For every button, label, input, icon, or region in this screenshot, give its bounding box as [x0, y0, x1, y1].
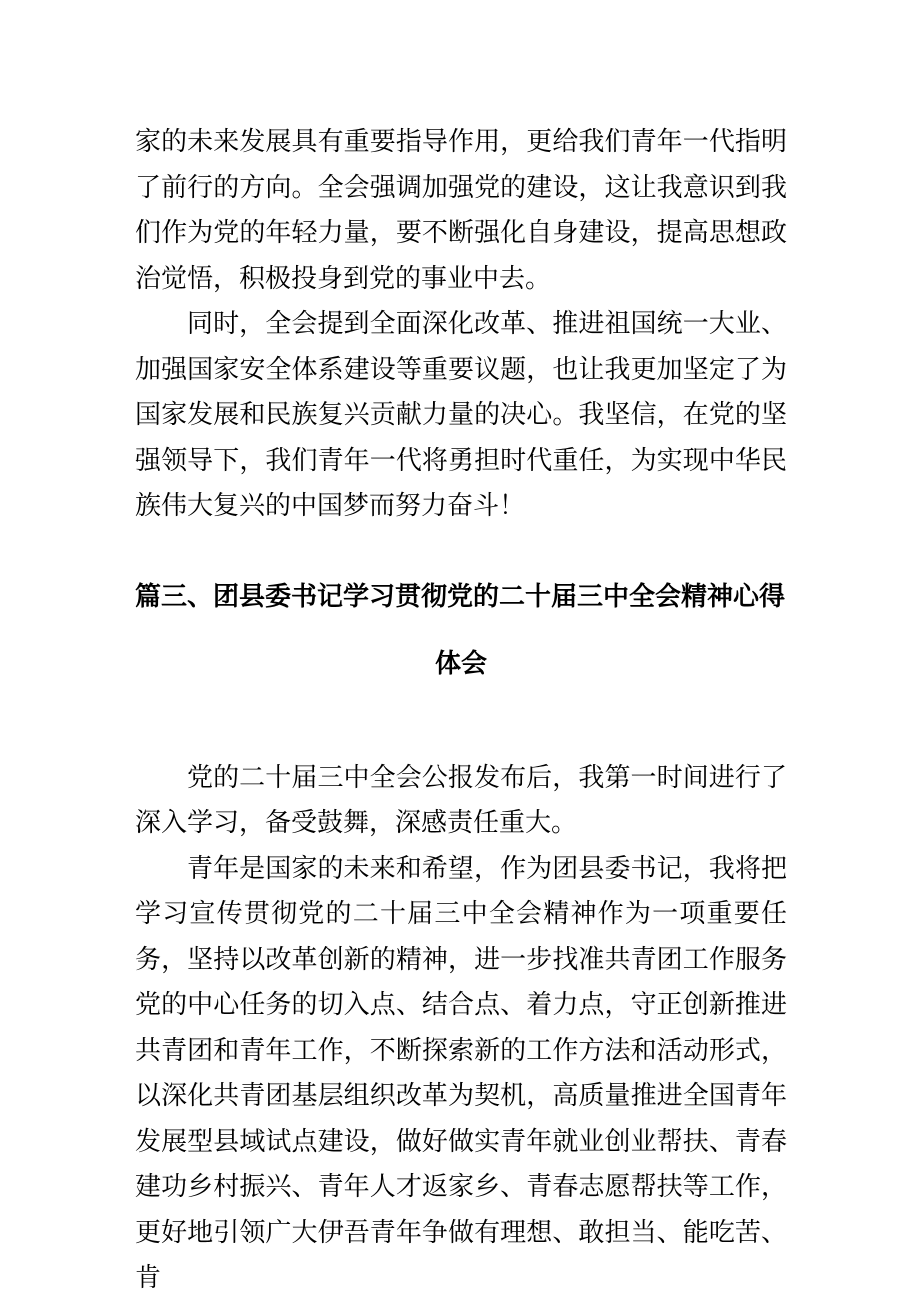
section-heading — [135, 575, 787, 688]
paragraph-continuation: 家的未来发展具有重要指导作用，更给我们青年一代指明了前行的方向。全会强调加强党的建设，这让我意识到我们作为党的年轻力量，要不断强化自身建设，提高思想政治觉悟，积极投身到党的事业中去。 — [135, 127, 787, 294]
paragraph-qingnian: 青年是国家的未来和希望，作为团县委书记，我将把学习宣传贯彻党的二十届三中全会精神作为一项重要任务，坚持以改革创新的精神，进一步找准共青团工作服务党的中心任务的切入点、结合点、着力点，守正创新推进共青团和青年工作，不断探索新的工作方法和活动形式，以深化共青团基层组织改革为契机，高质量推进全国青年发展型县域试点建设，做好做实青年就业创业帮扶、青春建功乡村振兴、青年人才返家乡、青春志愿帮扶等工作，更好地引领广大伊吾青年争做有理想、敢担当、能吃苦、肯 — [135, 853, 787, 1293]
document-body — [135, 120, 787, 1302]
paragraph-tongshi: 同时，全会提到全面深化改革、推进祖国统一大业、加强国家安全体系建设等重要议题，也让我更加坚定了为国家发展和民族复兴贡献力量的决心。我坚信，在党的坚强领导下，我们青年一代将勇担时代重任，为实现中华民族伟大复兴的中国梦而努力奋斗！ — [135, 309, 787, 521]
paragraph-gongbao: 党的二十届三中全会公报发布后，我第一时间进行了深入学习，备受鼓舞，深感责任重大。 — [135, 762, 787, 838]
section-heading-line-2: 体会 — [434, 649, 487, 679]
section-heading-line-1: 篇三、团县委书记学习贯彻党的二十届三中全会精神心得 — [135, 581, 786, 612]
